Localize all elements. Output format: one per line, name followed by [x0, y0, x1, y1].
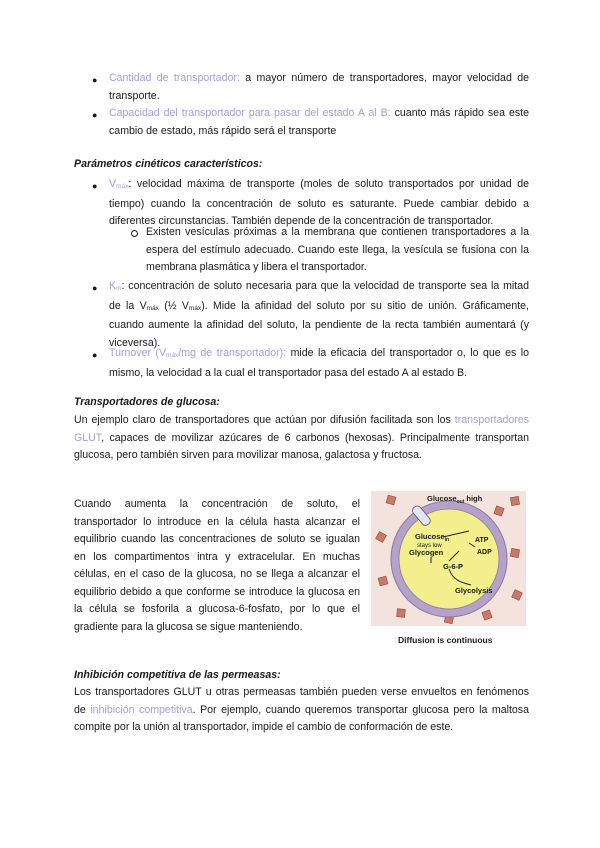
section-heading-glucose: Transportadores de glucosa:	[74, 396, 220, 408]
label-glucose-in: Glucose$_{in}$	[415, 532, 450, 543]
label-g6p: G-6-P	[443, 562, 464, 571]
label-stays-low: stays low	[417, 543, 442, 549]
sub-item-vesicles: Existen vesículas próximas a la membrana que contienen transportadores a la espera del estímulo adecuado. Cuando este llega, la vesícula se fusiona con la membrana plasmática y libera el transportador.	[146, 226, 529, 273]
paragraph-equilibrium: Cuando aumenta la concentración de soluto, el transportador lo introduce en la célula hasta alcanzar el equilibrio cuando las concentraciones de soluto se igualan en los compartimentos intra y extracelular. En muchas células, en el caso de la glucosa, no se llega a alcanzar el equilibrio debido a que conforme se introduce la glucosa en la célula se fosforila a glucosa-6-fosfato, por lo que el gradiente para la glucosa se sigue manteniendo.	[74, 498, 360, 633]
bullet-dot: ●	[92, 350, 98, 360]
label-glycogen: Glycogen	[409, 548, 444, 557]
figure-caption: Diffusion is continuous	[398, 635, 493, 645]
section-heading-kinetics: Parámetros cinéticos característicos:	[74, 158, 263, 170]
bullet-transportador-cantidad: Cantidad de transportador: a mayor número de transportadores, mayor velocidad de transporte.	[109, 72, 529, 102]
label-glycolysis: Glycolysis	[455, 586, 493, 595]
bullet-km: Km: concentración de soluto necesaria para que la velocidad de transporte sea la mitad de la Vmáx (½ Vmáx). Mide la afinidad del soluto por su sitio de unión. Gráficamente, cuando aumente la afinidad del soluto, la pendiente de la recta también aumentará (y viceversa).	[109, 280, 529, 349]
cell-diagram	[371, 491, 526, 651]
bullet-dot: ●	[92, 181, 98, 191]
bullet-transportador-capacidad: Capacidad del transportador para pasar del estado A al B: cuanto más rápido sea este cambio de estado, más rápido será el transporte	[109, 107, 529, 137]
bullet-dot: ●	[92, 110, 98, 120]
bullet-turnover: Turnover (Vmáx/mg de transportador): mide la eficacia del transportador o, lo que es lo mismo, la velocidad a la cual el transportador pasa del estado A al estado B.	[109, 347, 529, 379]
paragraph-glut: Un ejemplo claro de transportadores que actúan por difusión facilitada son los transportadores GLUT, capaces de movilizar azúcares de 6 carbonos (hexosas). Principalmente transportan glucosa, pero también sirven para movilizar manosa, galactosa y fructosa.	[74, 414, 529, 461]
label-atp: ATP	[475, 537, 489, 544]
paragraph-inhibition: Los transportadores GLUT u otras permeasas también pueden verse envueltos en fenómenos de inhibición competitiva. Por ejemplo, cuando queremos transportar glucosa pero la maltosa compite por la unión al transportador, impide el cambio de conformación de este.	[74, 686, 529, 733]
bullet-dot: ●	[92, 75, 98, 85]
glucose-diffusion-figure	[371, 491, 526, 651]
section-heading-inhibition: Inhibición competitiva de las permeasas:	[74, 669, 281, 681]
label-adp: ADP	[477, 549, 492, 556]
bullet-vmax: Vmáx: velocidad máxima de transporte (moles de soluto transportados por unidad de tiempo) cuando la concentración de soluto es saturante. Puede cambiar debido a diferentes circunstancias. También depende de la concentración de transportador.	[109, 178, 529, 227]
sub-bullet-circle	[131, 230, 138, 237]
label-glucose-out: Glucose$_{out}$ high	[427, 494, 483, 505]
bullet-dot: ●	[92, 283, 98, 293]
